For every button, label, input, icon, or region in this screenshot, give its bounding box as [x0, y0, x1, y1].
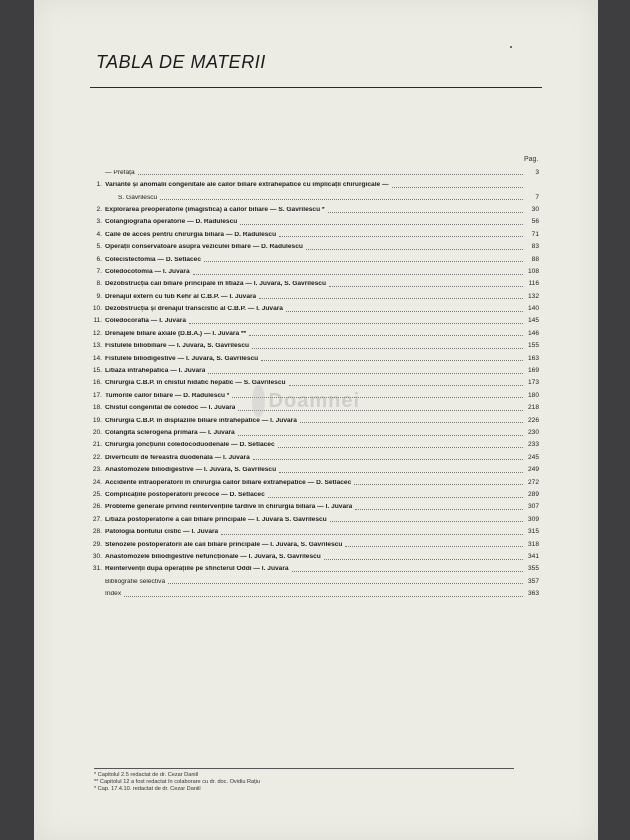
toc-entry: [92, 337, 539, 349]
toc-entry-number: 7.: [96, 267, 102, 275]
toc-leader-dots: [240, 224, 523, 225]
toc-leader-dots: [193, 274, 523, 275]
toc-entry-page: 318: [527, 540, 539, 548]
toc-entry-number: 6.: [96, 255, 102, 263]
toc-entry: [92, 474, 539, 486]
toc-leader-dots: [328, 212, 523, 213]
toc-entry-page: 218: [527, 404, 539, 412]
toc-entry-title: Anastomozele biliodigestive nefuncționale — I. Juvara, S. Gavrilescu: [105, 553, 321, 560]
toc-entry-title: Drenajele biliare axiale (D.B.A.) — I. Juvara **: [105, 330, 247, 337]
toc-entry: [92, 288, 539, 300]
toc-entry-title: Explorarea preoperatorie (imagistică) a căilor biliare — S. Gavrilescu *: [105, 206, 325, 213]
toc-entry-number: 26.: [92, 503, 102, 511]
toc-leader-dots: [324, 559, 523, 560]
toc-entry-number: 29.: [92, 540, 102, 548]
toc-entry-number: 15.: [92, 367, 102, 375]
title-rule: [90, 87, 542, 88]
toc-leader-dots: [253, 459, 523, 460]
toc-entry-title: Chirurgia C.B.P. în displaziile biliare intrahepatice — I. Juvara: [105, 417, 297, 424]
toc-entry: [92, 251, 539, 263]
toc-entry-title: Operații conservatoare asupra veziculei biliare — D. Rădulescu: [105, 244, 303, 251]
toc-entry-title: Fistulele biliobiliare — I. Juvara, S. Gavrilescu: [105, 343, 250, 350]
toc-entry-page: 71: [531, 230, 539, 238]
toc-entry: [92, 511, 539, 523]
toc-entry: [92, 548, 539, 560]
toc-entry-number: 1.: [96, 181, 102, 189]
toc-leader-dots: [160, 199, 523, 200]
toc-entry: [92, 325, 539, 337]
book-page: [34, 0, 598, 840]
toc-entry-page: 315: [527, 528, 539, 536]
toc-entry-title: Patologia bontului cistic — I. Juvara: [105, 529, 219, 536]
toc-entry-page: 140: [527, 305, 539, 313]
toc-entry: [92, 226, 539, 238]
toc-entry-number: 31.: [92, 565, 102, 573]
toc-entry: [92, 499, 539, 511]
toc-entry-title: Probleme generale privind reintervențiile tardive în chirurgia biliară — I. Juvara: [105, 504, 353, 511]
toc-leader-dots: [355, 509, 523, 510]
toc-entry-title: Coledocotomia — I. Juvara: [105, 268, 190, 275]
toc-entry-title: Colangita sclerogenă primară — I. Juvara: [105, 430, 235, 436]
toc-leader-dots: [168, 583, 523, 584]
toc-entry: [92, 449, 539, 461]
toc-entry-title: Coledocorafia — I. Juvara: [105, 318, 186, 325]
watermark-logo-icon: [252, 385, 265, 417]
toc-entry: [92, 238, 539, 250]
toc-entry-title: Căile de acces pentru chirurgia biliară — D. Rădulescu: [105, 231, 277, 238]
toc-entry-page: 289: [527, 490, 539, 498]
toc-entry-page: 249: [527, 466, 539, 474]
toc-entry-number: 25.: [92, 490, 102, 498]
toc-entry: [92, 189, 539, 201]
toc-entry-number: 11.: [93, 317, 102, 325]
toc-leader-dots: [221, 534, 523, 535]
toc-entry-title: Chirurgia joncțiunii coledocoduodenale — D. Setlacec: [105, 442, 275, 449]
page-column-label: Pag.: [524, 156, 539, 163]
toc-entry: [92, 561, 539, 573]
toc-entry-number: 21.: [92, 441, 102, 449]
toc-leader-dots: [279, 236, 523, 237]
toc-entry: [92, 362, 539, 374]
toc-entry-page: 341: [527, 552, 539, 560]
toc-entry: [92, 536, 539, 548]
toc-entry-page: 88: [531, 255, 539, 263]
page-title: TABLA DE MATERII: [96, 52, 266, 72]
toc-leader-dots: [249, 335, 523, 336]
toc-entry-page: 7: [535, 193, 539, 201]
toc-entry-title: Colecistectomia — D. Setlacec: [105, 256, 202, 263]
toc-entry-page: 145: [527, 317, 539, 325]
toc-leader-dots: [300, 422, 523, 423]
toc-entry-page: 56: [531, 218, 539, 226]
toc-entry-page: 155: [527, 342, 539, 350]
toc-entry-title: Litiaza intrahepatică — I. Juvara: [105, 368, 206, 375]
toc-entry-number: 3.: [96, 218, 102, 226]
toc-entry-number: 12.: [92, 329, 102, 337]
toc-entry-page: 163: [527, 354, 539, 362]
toc-entry-page: 355: [527, 565, 539, 573]
toc-entry-number: 10.: [92, 305, 102, 313]
toc-entry-number: 22.: [92, 453, 102, 461]
toc-entry-page: 233: [527, 441, 539, 449]
toc-leader-dots: [259, 298, 523, 299]
toc-entry-number: 30.: [92, 552, 102, 560]
toc-entry-number: 24.: [92, 478, 102, 486]
toc-entry: [92, 585, 539, 597]
footnote: ** Capitolul 12 a fost redactat în colaborare cu dr. doc. Ovidiu Rațiu: [94, 778, 261, 785]
toc-entry-page: 132: [527, 292, 539, 300]
toc-entry-page: 3: [535, 168, 539, 176]
toc-entry-page: 30: [531, 205, 539, 213]
toc-entry-number: 14.: [92, 354, 102, 362]
toc-entry: [92, 424, 539, 436]
toc-entry-number: 13.: [92, 342, 102, 350]
toc-entry-page: 116: [528, 280, 539, 288]
toc-entry: [92, 164, 539, 176]
toc-entry-page: 245: [527, 453, 539, 461]
toc-entry-title: S. Gavrilescu: [118, 194, 158, 201]
toc-leader-dots: [392, 187, 523, 188]
toc-entry-number: 27.: [92, 515, 102, 523]
toc-entry-title: Fistulele biliodigestive — I. Juvara, S. Gavrilescu: [105, 355, 259, 362]
toc-leader-dots: [330, 521, 523, 522]
toc-entry: [92, 486, 539, 498]
toc-entry: [92, 461, 539, 473]
toc-entry-page: 173: [527, 379, 539, 387]
toc-entry-title: Dezobstrucția căii biliare principale în litiază — I. Juvara, S. Gavrilescu: [105, 281, 326, 288]
toc-entry-number: 4.: [96, 230, 102, 238]
footnote: * Cap. 17.4.10. redactat de dr. Cezar Daniil: [94, 785, 201, 792]
toc-leader-dots: [124, 596, 523, 597]
toc-entry-page: 307: [527, 503, 539, 511]
toc-entry: [92, 300, 539, 312]
toc-entry-title: Chirurgia C.B.P. în chistul hidatic hepatic — S. Gavrilescu: [105, 380, 286, 387]
ink-speck: [510, 46, 512, 48]
toc-leader-dots: [138, 174, 523, 175]
toc-leader-dots: [354, 484, 523, 485]
toc-entry-number: 5.: [96, 243, 102, 251]
toc-entry-page: 180: [527, 391, 539, 399]
watermark: [252, 380, 360, 422]
toc-leader-dots: [189, 323, 523, 324]
toc-entry: [92, 523, 539, 535]
toc-entry-title: Variante și anomalii congenitale ale căilor biliare extrahepatice cu implicații chirurgicale —: [105, 182, 389, 189]
toc-entry-number: 2.: [96, 205, 102, 213]
toc-leader-dots: [238, 435, 523, 436]
toc-leader-dots: [252, 348, 523, 349]
toc-leader-dots: [329, 286, 523, 287]
toc-leader-dots: [208, 373, 523, 374]
toc-entry: [92, 176, 539, 188]
toc-entry-page: 169: [527, 367, 539, 375]
toc-entry: [92, 573, 539, 585]
toc-entry-number: 18.: [92, 404, 102, 412]
toc-entry: [92, 214, 539, 226]
toc-entry: [92, 263, 539, 275]
toc-entry-title: Litiaza postoperatorie a căii biliare principale — I. Juvara S. Gavrilescu: [105, 516, 327, 523]
toc-entry-title: Chistul congenital de coledoc — I. Juvara: [105, 405, 236, 412]
toc-entry-title: Accidente intraoperatorii în chirurgia căilor biliare extrahepatice — D. Setlacec: [105, 479, 352, 486]
toc-entry-title: Reintervenții după operațiile pe sfincterul Oddi — I. Juvara: [105, 566, 289, 573]
toc-entry: [92, 313, 539, 325]
toc-leader-dots: [279, 472, 523, 473]
footnotes: [94, 768, 514, 793]
toc-entry-number: 23.: [92, 466, 102, 474]
toc-leader-dots: [345, 546, 523, 547]
toc-entry-title: Bibliografie selectivă: [105, 578, 166, 585]
toc-entry-title: Dezobstrucția și drenajul transcistic al C.B.P. — I. Juvara: [105, 306, 283, 313]
toc-entry-title: Anastomozele biliodigestive — I. Juvara, S. Gavrilescu: [105, 467, 277, 474]
toc-entry-number: 19.: [92, 416, 102, 424]
toc-leader-dots: [268, 497, 523, 498]
watermark-text: Doamnei: [268, 389, 360, 412]
toc-entry: [92, 437, 539, 449]
toc-entry-page: 83: [531, 243, 539, 251]
toc-entry: [92, 276, 539, 288]
toc-entry-number: 17.: [92, 391, 102, 399]
toc-entry-title: Complicațiile postoperatorii precoce — D. Setlacec: [105, 491, 265, 498]
toc-entry-title: Diverticulii de fereastră duodenală — I. Juvara: [105, 454, 250, 461]
toc-entry-page: 363: [527, 590, 539, 598]
toc-entry: [92, 350, 539, 362]
toc-entry-number: 8.: [96, 280, 102, 288]
toc-leader-dots: [261, 360, 523, 361]
toc-entry-title: Tumorile căilor biliare — D. Rădulescu *: [105, 392, 230, 399]
toc-entry-page: 108: [527, 267, 539, 275]
toc-entry-title: Index: [105, 591, 122, 598]
toc-entry-page: 230: [527, 429, 539, 436]
footnote: * Capitolul 2.5 redactat de dr. Cezar Daniil: [94, 772, 199, 778]
toc-leader-dots: [292, 571, 523, 572]
toc-entry-title: Drenajul extern cu tub Kehr al C.B.P. — I. Juvara: [105, 293, 257, 300]
toc-entry-page: 146: [527, 329, 539, 337]
toc-entry-page: 309: [527, 515, 539, 523]
toc-entry-number: 9.: [96, 292, 102, 300]
toc-entry-title: — Prefață: [105, 169, 135, 176]
toc-entry-page: 357: [527, 577, 539, 585]
toc-leader-dots: [204, 261, 523, 262]
toc-entry-number: 16.: [92, 379, 102, 387]
toc-entry-number: 28.: [92, 528, 102, 536]
toc-entry-title: Colangiografia operatorie — D. Rădulescu: [105, 219, 238, 226]
toc-entry-page: 272: [527, 478, 539, 486]
toc-leader-dots: [278, 447, 523, 448]
toc-entry-page: 226: [527, 416, 539, 424]
toc-leader-dots: [306, 249, 523, 250]
toc-entry: [92, 201, 539, 213]
toc-entry-number: 20.: [92, 429, 102, 436]
toc-leader-dots: [286, 311, 523, 312]
toc-entry-title: Stenozele postoperatorii ale căii biliare principale — I. Juvara, S. Gavrilescu: [105, 541, 343, 548]
